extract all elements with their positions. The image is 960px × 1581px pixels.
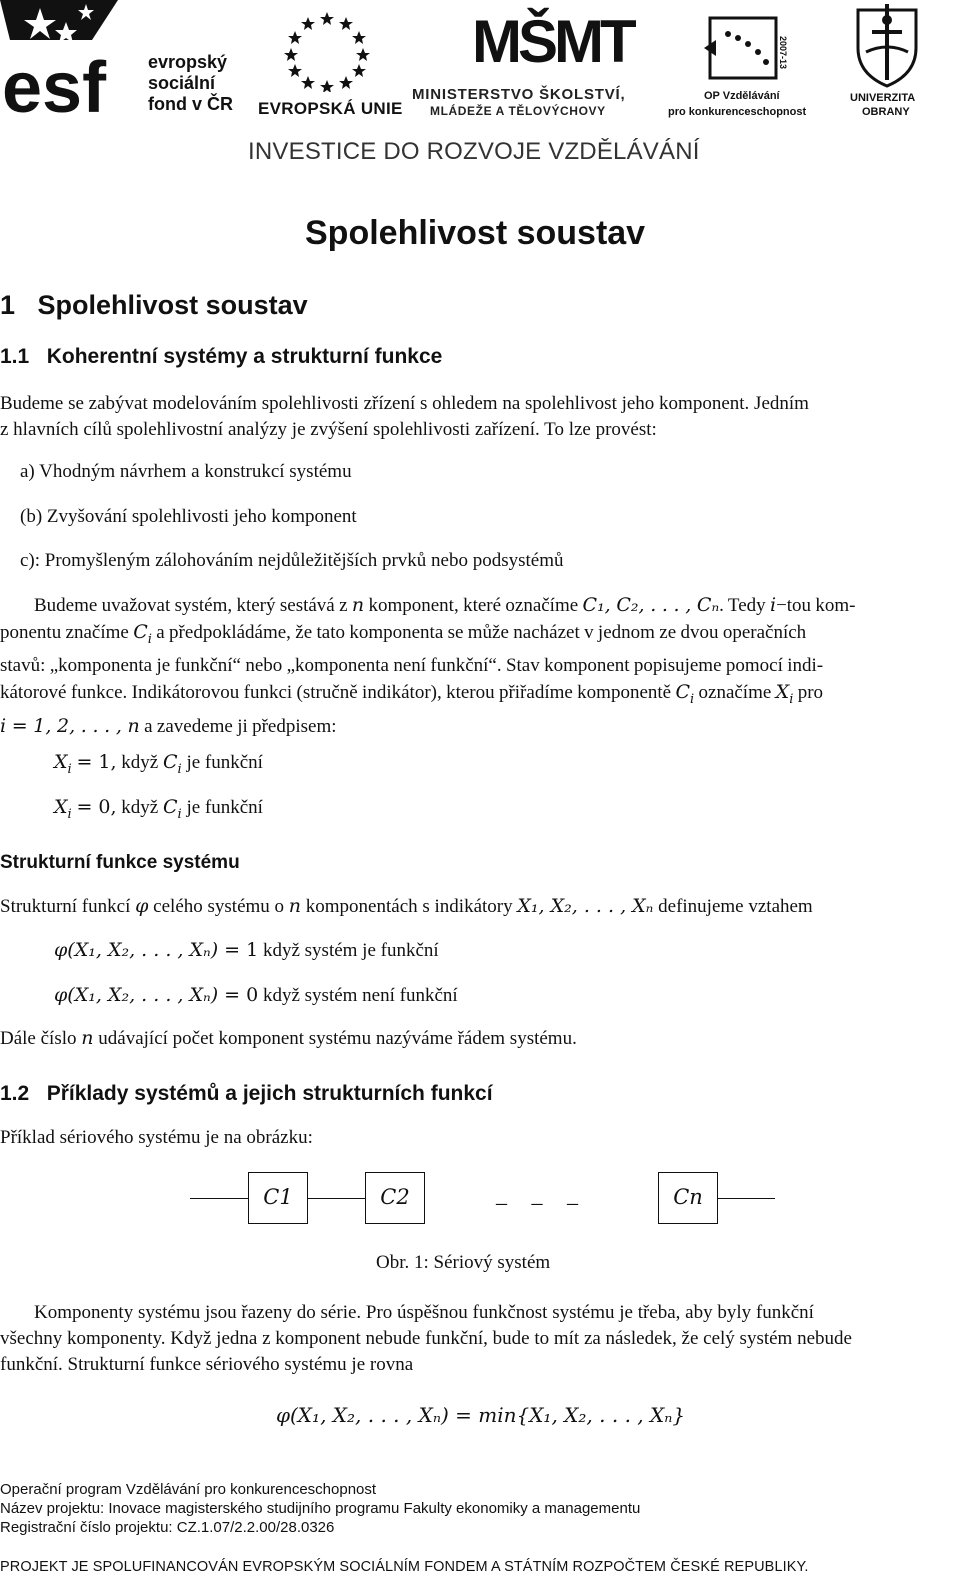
eu-flag-icon [262,6,392,92]
msmt-text-line-1: MINISTERSTVO ŠKOLSTVÍ, [412,86,626,103]
msmt-logo-icon: MŠMT [472,8,633,75]
section-1-1-heading [0,345,442,369]
ellipsis-dashes: _ _ _ [496,1182,580,1207]
footer-registration: Registrační číslo projektu: CZ.1.07/2.2.00/28.0326 [0,1519,335,1536]
university-text-line-1: UNIVERZITA [850,92,916,104]
intro-paragraph: Budeme se zabývat modelováním spolehlivosti zřízení s ohledem na spolehlivost jeho komponent. Jedním z hlavních cílů spolehlivostní analýzy je zvýšení spolehlivosti zařízení. To lze provést: [0,393,809,440]
phi-def-1: φ(X₁, X₂, . . . , Xₙ) = 1 když systém je funkční [54,939,439,961]
section-1-heading [0,290,308,321]
university-text-line-2: OBRANY [862,106,910,118]
section-number: 1 [0,290,16,320]
footer-program: Operační program Vzdělávání pro konkurenceschopnost [0,1481,377,1498]
footer-cofinancing: PROJEKT JE SPOLUFINANCOVÁN EVROPSKÝM SOCIÁLNÍM FONDEM A STÁTNÍM ROZPOČTEM ČESKÉ REPUBLIKY. [0,1559,809,1575]
list-item-c: c): Promyšleným zálohováním nejdůležitějších prvků nebo podsystémů [20,550,564,571]
component-box-c1: C1 [248,1172,308,1224]
list-item-b: (b) Zvyšování spolehlivosti jeho komponent [20,506,357,527]
msmt-text-line-2: MLÁDEŽE A TĚLOVÝCHOVY [430,104,606,118]
university-crest-icon [852,2,922,88]
phi-def-2: φ(X₁, X₂, . . . , Xₙ) = 0 když systém není funkční [54,984,458,1006]
section-number: 1.2 [0,1082,30,1105]
connector-line [717,1198,775,1199]
section-number: 1.1 [0,345,30,368]
logo-bar [0,0,960,170]
section-title: Spolehlivost soustav [37,290,308,320]
esf-text: evropský sociální fond v ČR [148,52,233,114]
eu-text: EVROPSKÁ UNIE [258,99,403,118]
example-intro: Příklad sériového systému je na obrázku: [0,1127,313,1148]
section-title: Koherentní systémy a strukturní funkce [46,345,443,368]
list-item-a: a) Vhodným návrhem a konstrukcí systému [20,461,352,482]
section-title: Příklady systémů a jejich strukturních funkcí [46,1082,493,1105]
system-order-paragraph: Dále číslo n udávající počet komponent systému nazýváme řádem systému. [0,1027,577,1049]
structure-function-paragraph: Strukturní funkcí φ celého systému o n komponentách s indikátory X₁, X₂, . . . , Xₙ definujeme vztahem [0,895,813,917]
structure-function-heading: Strukturní funkce systému [0,852,240,873]
document-title: Spolehlivost soustav [305,214,646,252]
indicator-def-1: $X_i = 1$, když $C_i$ je funkční [54,751,263,777]
serial-system-paragraph: Komponenty systému jsou řazeny do série. Pro úspěšnou funkčnost systému je třeba, aby byly funkční všechny komponenty. Když jedna z komponent nebude funkční, bude to mít za následek, že celý systém nebude funkční. Strukturní funkce sériového systému je rovna [0,1302,852,1375]
min-formula: φ(X₁, X₂, . . . , Xₙ) = min{X₁, X₂, . . . , Xₙ} [276,1403,686,1427]
component-box-c2: C2 [365,1172,425,1224]
indicator-def-2: $X_i = 0$, když $C_i$ je funkční [54,796,263,822]
connector-line [307,1198,365,1199]
esf-logo-icon [0,0,140,120]
tagline: INVESTICE DO ROZVOJE VZDĚLÁVÁNÍ [248,138,700,165]
op-text-line-2: pro konkurenceschopnost [668,106,807,118]
component-box-cn: Cn [658,1172,718,1224]
connector-line [190,1198,248,1199]
components-paragraph: Budeme uvažovat systém, který sestává z n komponent, které označíme C₁, C₂, . . . , Cₙ. Tedy i−tou kom- ponentu značíme $C_i$ a předpokládáme, že tato komponenta se může nacházet v jednom ze dvou operačních stavů: „komponenta je funkční“ nebo „komponenta není funkční“. Stav komponent popisujeme pomocí indi- kátorové funkce. Indikátorovou funkci (stručně indikátor), kterou přiřadíme komponentě $C_i$ označíme $X_i$ pro i = 1, 2, . . . , n a zavedeme ji předpisem: [0,594,856,737]
svg-text:esf: esf [2,48,107,120]
figure-caption: Obr. 1: Sériový systém [376,1252,551,1273]
footer-project-name: Název projektu: Inovace magisterského studijního programu Fakulty ekonomiky a managementu [0,1500,641,1517]
op-years: 2007-13 [778,36,788,70]
op-text-line-1: OP Vzdělávání [704,90,780,102]
section-1-2-heading [0,1082,493,1106]
